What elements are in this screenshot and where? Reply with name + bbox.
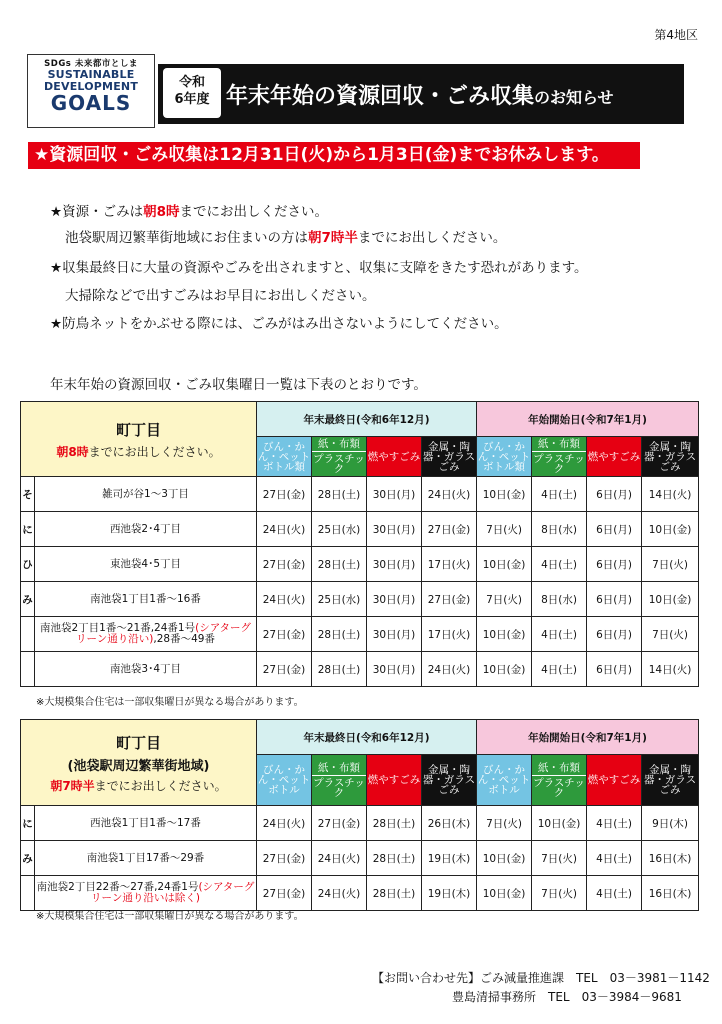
date-cell: 30日(月): [367, 512, 422, 547]
choh-instruction-text: までにお出しください。: [94, 778, 227, 793]
area-name: [35, 512, 257, 547]
date-cell: 27日(金): [422, 512, 477, 547]
area-text: 西池袋2･4丁目: [109, 522, 182, 535]
date-cell: 8日(水): [532, 512, 587, 547]
date-cell: 28日(土): [312, 547, 367, 582]
area-text: 南池袋1丁目1番～16番: [90, 592, 201, 605]
date-cell: 27日(金): [257, 841, 312, 876]
date-cell: 17日(火): [422, 617, 477, 652]
col-metal: 金属・陶器・ガラスごみ: [642, 755, 699, 806]
date-cell: 30日(月): [367, 547, 422, 582]
schedule-table-1: [20, 401, 699, 687]
date-cell: 7日(火): [642, 617, 699, 652]
date-cell: 24日(火): [257, 806, 312, 841]
date-cell: 19日(木): [422, 876, 477, 911]
date-cell: 16日(木): [642, 841, 699, 876]
page-title-suffix: のお知らせ: [534, 88, 614, 107]
col-plastic: プラスチック: [533, 776, 585, 799]
area-text-post: ,28番～49番: [153, 633, 215, 645]
table-row: [21, 582, 699, 617]
contact-line-2: 豊島清掃事務所 TEL 03－3984－9681: [452, 990, 682, 1004]
date-cell: 4日(土): [532, 617, 587, 652]
kana-index: に: [21, 512, 35, 547]
col-paper: 紙・布類: [312, 437, 366, 452]
choh-time: 朝7時半: [50, 778, 95, 793]
area-name: [35, 477, 257, 512]
kana-index: み: [21, 582, 35, 617]
col-paper-plastic: [312, 755, 367, 806]
date-cell: 7日(火): [532, 876, 587, 911]
area-text: 南池袋2丁目1番～21番,24番1号: [40, 622, 196, 634]
col-paper-plastic: [532, 755, 587, 806]
date-cell: 24日(火): [257, 582, 312, 617]
area-note: (シアターグリーン通り沿い): [76, 622, 251, 645]
area-text: 東池袋4･5丁目: [109, 557, 182, 570]
area-text: 南池袋2丁目22番～27番,24番1号: [36, 881, 199, 893]
date-cell: 10日(金): [477, 477, 532, 512]
note-1-pre: ★資源・ごみは: [50, 204, 144, 220]
date-cell: 4日(土): [532, 547, 587, 582]
date-cell: 14日(火): [642, 477, 699, 512]
note-5: ★防鳥ネットをかぶせる際には、ごみがはみ出さないようにしてください。: [50, 316, 508, 332]
era-badge: [163, 68, 221, 118]
note-2: [65, 226, 506, 246]
date-cell: 4日(土): [587, 806, 642, 841]
date-cell: 27日(金): [257, 876, 312, 911]
date-cell: 8日(水): [532, 582, 587, 617]
area-note: (シアターグリーン通り沿いは除く): [91, 881, 255, 904]
sdgs-logo: [27, 54, 155, 128]
col-metal: 金属・陶器・ガラスごみ: [422, 755, 477, 806]
note-1-post: までにお出しください。: [179, 204, 329, 220]
area-name: [35, 617, 257, 652]
date-cell: 30日(月): [367, 617, 422, 652]
date-cell: 25日(水): [312, 582, 367, 617]
area-name: [35, 582, 257, 617]
col-burnable: 燃やすごみ: [587, 755, 642, 806]
logo-tagline: SDGs 未来都市としま: [44, 59, 138, 69]
area-name: [35, 806, 257, 841]
choh-instruction: [21, 443, 256, 460]
date-cell: 28日(土): [312, 617, 367, 652]
note-1-highlight: 朝8時: [143, 204, 180, 220]
area-name: [35, 652, 257, 687]
choh-subtitle: (池袋駅周辺繁華街地域): [67, 758, 210, 774]
table-intro: 年末年始の資源回収・ごみ収集曜日一覧は下表のとおりです。: [50, 377, 427, 393]
col-paper: 紙・布類: [532, 761, 586, 776]
year-end-header: 年末最終日(令和6年12月): [257, 402, 477, 437]
col-paper-plastic: [532, 437, 587, 477]
kana-index: [21, 617, 35, 652]
area-text: 西池袋1丁目1番～17番: [90, 816, 201, 829]
date-cell: 10日(金): [477, 876, 532, 911]
date-cell: 19日(木): [422, 841, 477, 876]
col-metal: 金属・陶器・ガラスごみ: [422, 437, 477, 477]
date-cell: 4日(土): [532, 652, 587, 687]
date-cell: 10日(金): [532, 806, 587, 841]
date-cell: 24日(火): [257, 512, 312, 547]
col-bin: びん・かん・ペットボトル: [257, 755, 312, 806]
date-cell: 10日(金): [642, 512, 699, 547]
era-line-2: 6年度: [174, 92, 210, 107]
col-burnable: 燃やすごみ: [587, 437, 642, 477]
table-row: [21, 512, 699, 547]
col-paper: 紙・布類: [532, 437, 586, 452]
date-cell: 27日(金): [257, 477, 312, 512]
choh-time: 朝8時: [56, 444, 89, 459]
date-cell: 28日(土): [367, 806, 422, 841]
date-cell: 24日(火): [422, 477, 477, 512]
footnote-2: ※大規模集合住宅は一部収集曜日が異なる場合があります。: [36, 911, 304, 922]
col-paper-plastic: [312, 437, 367, 477]
page-title-main: 年末年始の資源回収・ごみ収集: [226, 84, 535, 109]
area-name: [35, 876, 257, 911]
col-paper: 紙・布類: [312, 761, 366, 776]
kana-index: に: [21, 806, 35, 841]
date-cell: 6日(月): [587, 652, 642, 687]
col-burnable: 燃やすごみ: [367, 437, 422, 477]
table-row: [21, 617, 699, 652]
date-cell: 6日(月): [587, 582, 642, 617]
table-row: [21, 806, 699, 841]
table-row: [21, 876, 699, 911]
note-3: ★収集最終日に大量の資源やごみを出されますと、収集に支障をきたす恐れがあります。: [50, 260, 588, 276]
col-bin: びん・かん・ペットボトル類: [257, 437, 312, 477]
area-name: [35, 841, 257, 876]
area-text: 南池袋1丁目17番～29番: [86, 851, 205, 864]
date-cell: 7日(火): [477, 806, 532, 841]
date-cell: 16日(木): [642, 876, 699, 911]
date-cell: 28日(土): [367, 876, 422, 911]
district-label: 第4地区: [654, 28, 698, 42]
kana-index: そ: [21, 477, 35, 512]
area-text: 雑司が谷1～3丁目: [102, 487, 189, 500]
date-cell: 10日(金): [477, 547, 532, 582]
holiday-banner: ★資源回収・ごみ収集は12月31日(火)から1月3日(金)までお休みします。: [28, 142, 640, 169]
date-cell: 30日(月): [367, 652, 422, 687]
page-title: [226, 79, 614, 110]
contact-line-1: 【お問い合わせ先】ごみ減量推進課 TEL 03－3981－1142: [372, 971, 710, 985]
new-year-header: 年始開始日(令和7年1月): [477, 720, 699, 755]
date-cell: 27日(金): [312, 806, 367, 841]
kana-index: ひ: [21, 547, 35, 582]
date-cell: 25日(水): [312, 512, 367, 547]
table-row: [21, 547, 699, 582]
note-2-pre: 池袋駅周辺繁華街地域にお住まいの方は: [65, 230, 308, 246]
choh-instruction: [21, 777, 256, 794]
table-row: [21, 477, 699, 512]
date-cell: 28日(土): [312, 652, 367, 687]
date-cell: 27日(金): [422, 582, 477, 617]
date-cell: 24日(火): [312, 841, 367, 876]
note-2-highlight: 朝7時半: [308, 230, 358, 246]
date-cell: 26日(木): [422, 806, 477, 841]
col-burnable: 燃やすごみ: [367, 755, 422, 806]
date-cell: 6日(月): [587, 477, 642, 512]
date-cell: 6日(月): [587, 617, 642, 652]
choh-title: 町丁目: [115, 420, 161, 439]
footnote-1: ※大規模集合住宅は一部収集曜日が異なる場合があります。: [36, 697, 304, 708]
kana-index: [21, 876, 35, 911]
date-cell: 7日(火): [477, 582, 532, 617]
date-cell: 28日(土): [312, 477, 367, 512]
date-cell: 6日(月): [587, 512, 642, 547]
date-cell: 4日(土): [587, 876, 642, 911]
date-cell: 10日(金): [477, 617, 532, 652]
date-cell: 10日(金): [642, 582, 699, 617]
date-cell: 6日(月): [587, 547, 642, 582]
table-row: [21, 841, 699, 876]
choh-header-1: [21, 402, 257, 477]
kana-index: み: [21, 841, 35, 876]
choh-header-2: [21, 720, 257, 806]
date-cell: 27日(金): [257, 547, 312, 582]
kana-index: [21, 652, 35, 687]
date-cell: 7日(火): [477, 512, 532, 547]
choh-instruction-text: までにお出しください。: [88, 444, 221, 459]
date-cell: 17日(火): [422, 547, 477, 582]
date-cell: 24日(火): [312, 876, 367, 911]
note-1: [50, 200, 328, 220]
col-plastic: プラスチック: [313, 776, 365, 799]
new-year-header: 年始開始日(令和7年1月): [477, 402, 699, 437]
date-cell: 30日(月): [367, 477, 422, 512]
date-cell: 4日(土): [587, 841, 642, 876]
note-2-post: までにお出しください。: [357, 230, 507, 246]
logo-line-3: GOALS: [50, 91, 132, 115]
date-cell: 10日(金): [477, 652, 532, 687]
date-cell: 9日(木): [642, 806, 699, 841]
date-cell: 24日(火): [422, 652, 477, 687]
area-name: [35, 547, 257, 582]
col-bin: びん・かん・ペットボトル: [477, 755, 532, 806]
schedule-table-2: [20, 719, 699, 911]
col-bin: びん・かん・ペットボトル類: [477, 437, 532, 477]
logo-line-1: SUSTAINABLE: [47, 68, 135, 81]
date-cell: 28日(土): [367, 841, 422, 876]
note-4: 大掃除などで出すごみはお早目にお出しください。: [65, 288, 376, 304]
area-text: 南池袋3･4丁目: [109, 662, 182, 675]
col-plastic: プラスチック: [533, 453, 585, 475]
date-cell: 10日(金): [477, 841, 532, 876]
date-cell: 27日(金): [257, 652, 312, 687]
col-metal: 金属・陶器・ガラスごみ: [642, 437, 699, 477]
logo-line-2: DEVELOPMENT: [43, 80, 139, 93]
col-plastic: プラスチック: [313, 453, 365, 475]
era-line-1: 令和: [178, 75, 205, 90]
date-cell: 4日(土): [532, 477, 587, 512]
date-cell: 30日(月): [367, 582, 422, 617]
table-row: [21, 652, 699, 687]
date-cell: 27日(金): [257, 617, 312, 652]
date-cell: 14日(火): [642, 652, 699, 687]
date-cell: 7日(火): [642, 547, 699, 582]
year-end-header: 年末最終日(令和6年12月): [257, 720, 477, 755]
choh-title: 町丁目: [115, 733, 161, 752]
date-cell: 7日(火): [532, 841, 587, 876]
